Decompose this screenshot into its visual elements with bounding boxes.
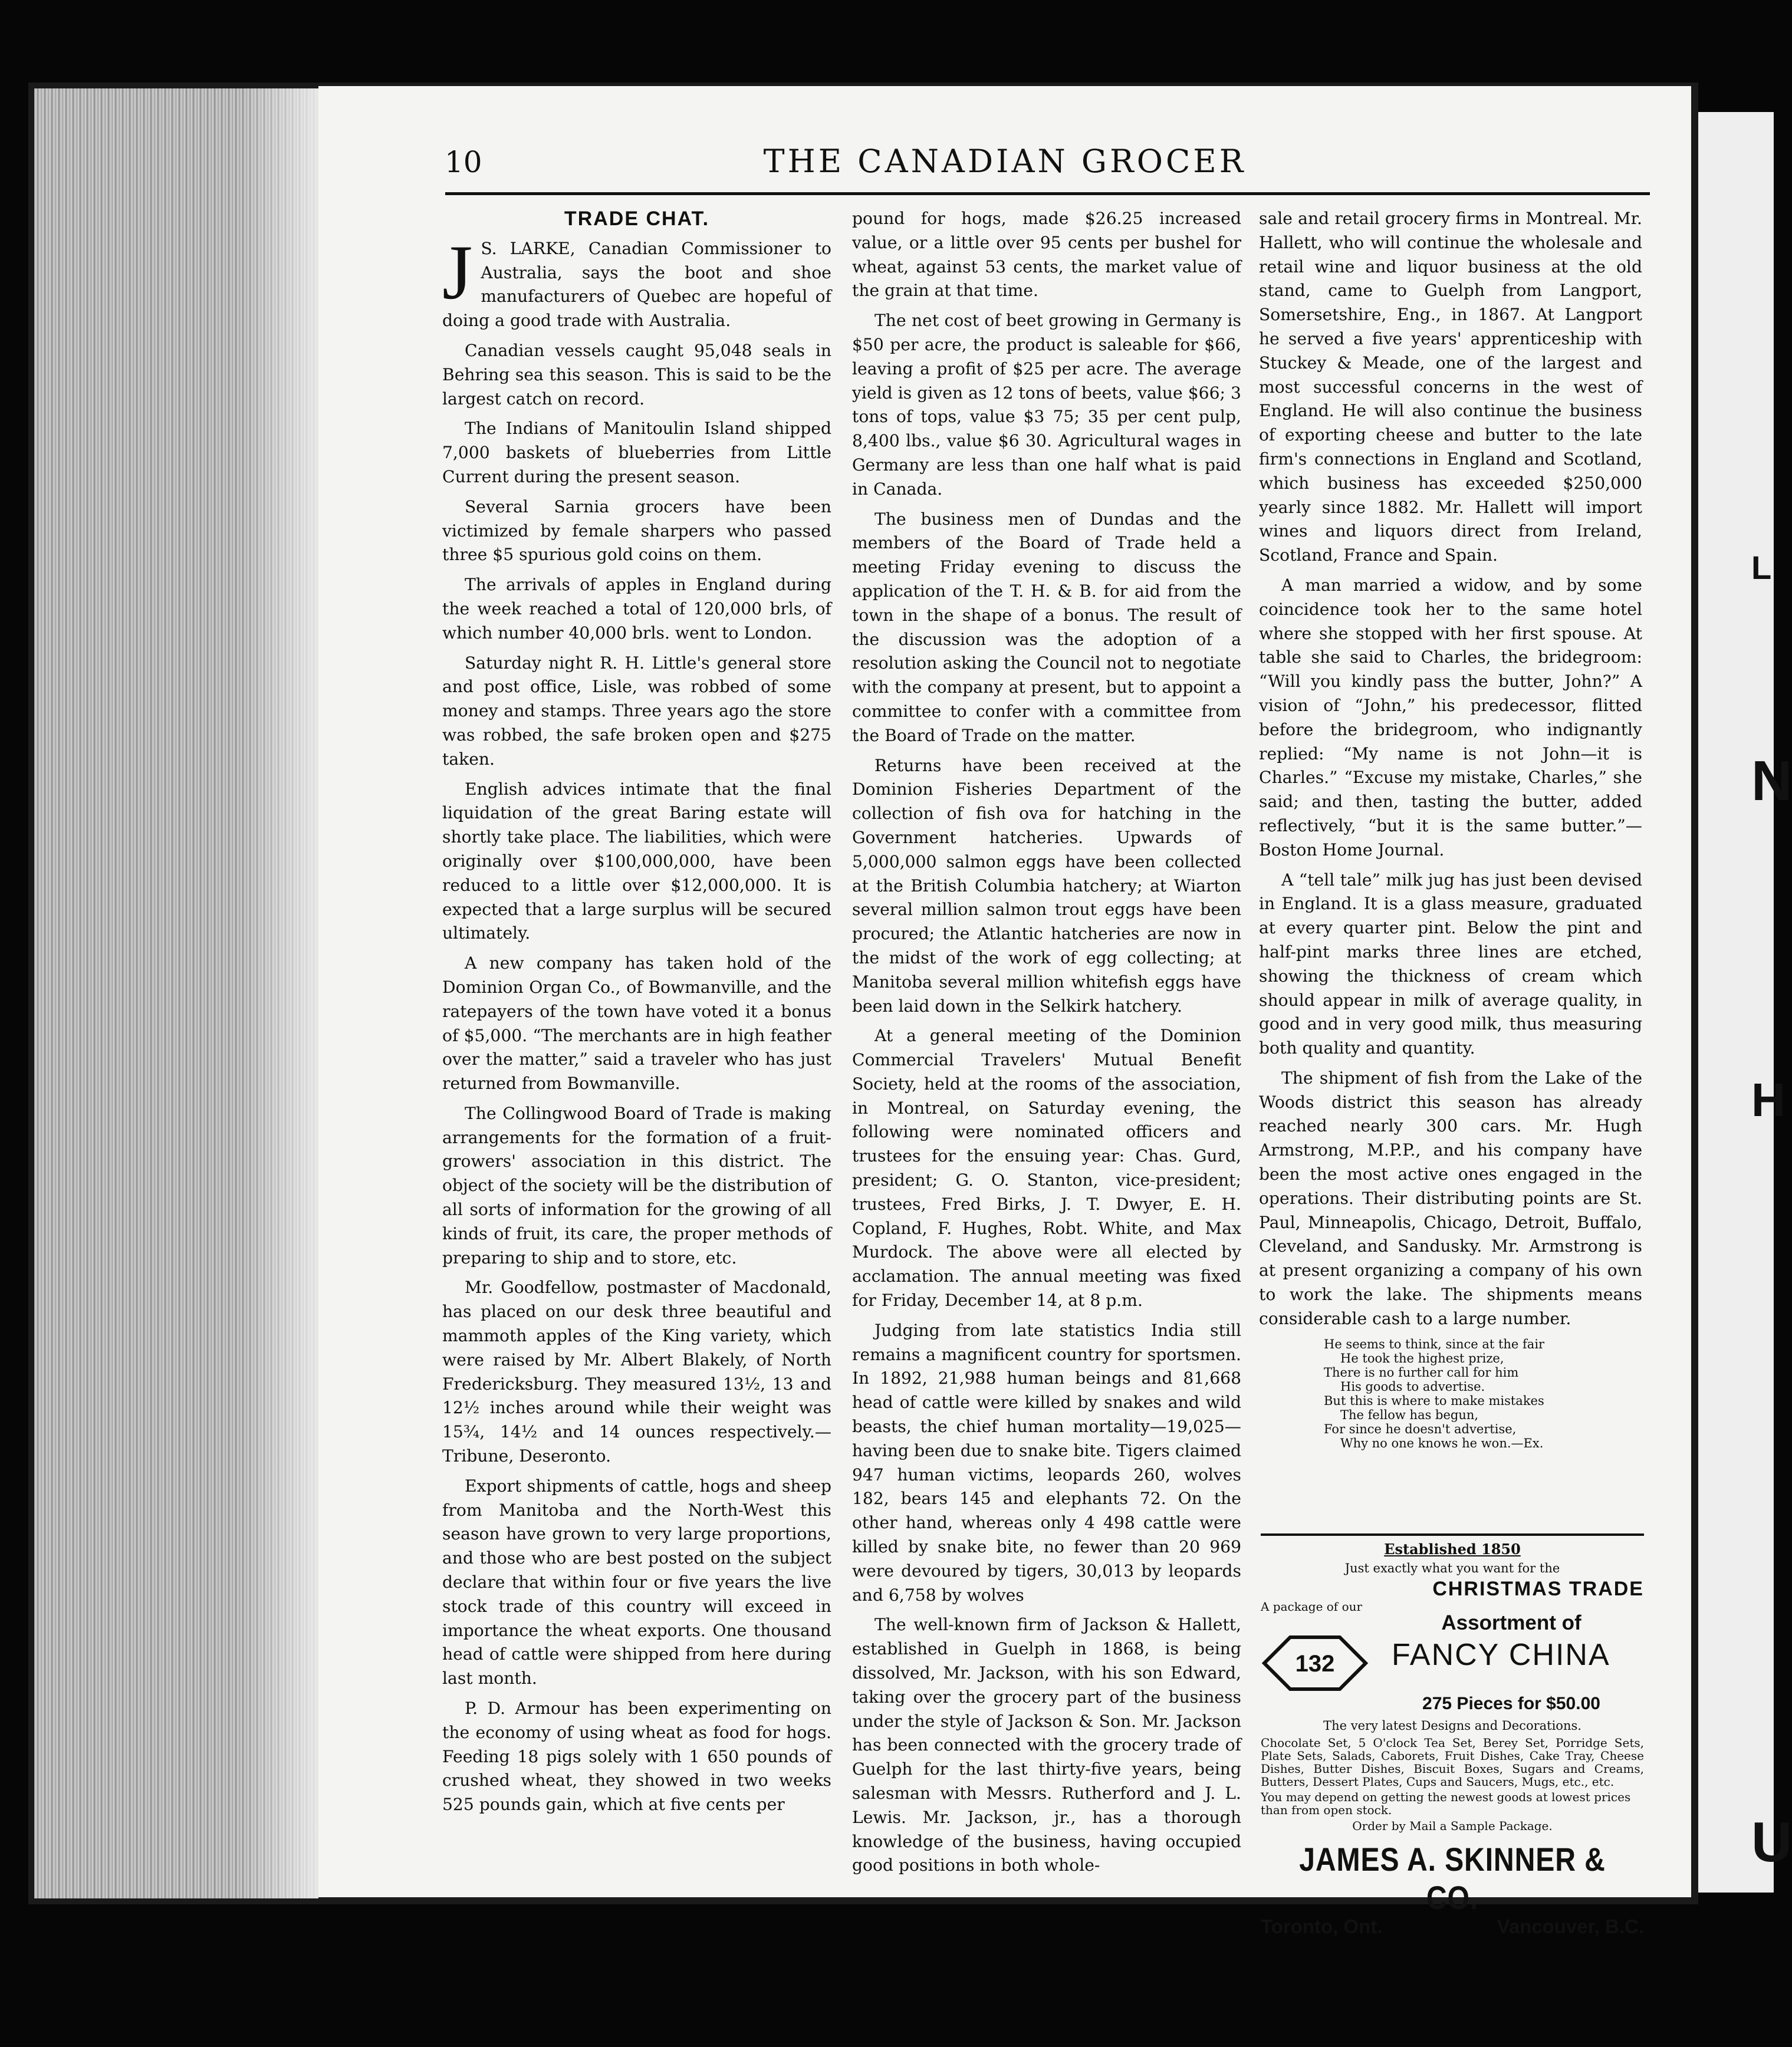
article-paragraph: Saturday night R. H. Little's general store and post office, Lisle, was robbed of some money and stamps. Three years ago the store was robbed, the safe broken open and $275 taken. bbox=[442, 653, 831, 769]
lead-paragraph-text: S. LARKE, Canadian Commissioner to Australia, says the boot and shoe manufacturers of Quebec are hopeful of doing a good trade with Australia. bbox=[442, 238, 831, 331]
article-paragraph: Several Sarnia grocers have been victimized by female sharpers who passed three $5 spurious gold coins on them. bbox=[442, 496, 831, 565]
header-rule bbox=[445, 192, 1650, 195]
article-paragraph: sale and retail grocery firms in Montreal. Mr. Hallett, who will continue the wholesale and retail wine and liquor business at the old stand, came to Guelph from Langport, Somersetshire, Eng., in 1867. At Langport he served a five years' apprenticeship with Stuckey & Meade, one of the largest and most successful concerns in the west of England. He will also continue the business of exporting cheese and butter to the late firm's connections in England and Scotland, which business has exceeded $250,000 yearly since 1882. Mr. Hallett will import wines and liquors direct from Ireland, Scotland, France and Spain. bbox=[1259, 209, 1642, 565]
ad-item-list: Chocolate Set, 5 O'clock Tea Set, Berey Set, Porridge Sets, Plate Sets, Salads, Caborets, Fruit Dishes, Cake Tray, Cheese Dishes, Butter Dishes, Biscuit Boxes, Sugars and Creams, Butters, Dessert Plates, Cups and Saucers, Mugs, etc., etc. bbox=[1261, 1736, 1644, 1789]
article-paragraph: The business men of Dundas and the members of the Board of Trade held a meeting Friday evening to discuss the application of the T. H. & B. for aid from the town in the shape of a bonus. The result of the discussion was the adoption of a resolution asking the Council not to negotiate with the company at present, but to appoint a committee to confer with a committee from the Board of Trade on the matter. bbox=[852, 509, 1241, 745]
article-paragraph: Mr. Goodfellow, postmaster of Macdonald, has placed on our desk three beautiful and mammoth apples of the King variety, which were raised by Mr. Albert Blakely, of North Fredericksburg. They measured 13½, 13 and 12½ inches around while their weight was 15¾, 14½ and 14 ounces respectively.—Tribune, Deseronto. bbox=[442, 1278, 831, 1466]
ad-cities bbox=[1261, 1916, 1644, 1938]
poem-line: The fellow has begun, bbox=[1340, 1407, 1479, 1422]
ad-latest-designs: The very latest Designs and Decorations. bbox=[1323, 1719, 1581, 1733]
newspaper-page bbox=[318, 83, 1698, 1937]
ad-fancy-china: FANCY CHINA bbox=[1392, 1638, 1610, 1672]
article-paragraph: The shipment of fish from the Lake of the Woods district this season has already reached nearly 300 cars. Mr. Hugh Armstrong, M.P.P., and his company have been the most active ones engaged in the operations. Their distributing points are St. Paul, Minneapolis, Chicago, Detroit, Buffalo, Cleveland, and Sandusky. Mr. Armstrong is at present organizing a company of his own to work the lake. The shipments means considerable cash to a large number. bbox=[1259, 1068, 1642, 1328]
page-number: 10 bbox=[445, 145, 482, 179]
advertisement bbox=[1261, 1533, 1644, 1938]
ad-christmas-trade: CHRISTMAS TRADE bbox=[1432, 1578, 1644, 1600]
poem-line: His goods to advertise. bbox=[1340, 1379, 1485, 1394]
ad-price: 275 Pieces for $50.00 bbox=[1422, 1694, 1600, 1713]
ad-city-toronto: Toronto, Ont. bbox=[1261, 1916, 1383, 1937]
badge-number: 132 bbox=[1295, 1651, 1335, 1677]
article-paragraph: Returns have been received at the Dominion Fisheries Department of the collection of fish ova for hatching in the Government hatcheries. Upwards of 5,000,000 salmon eggs have been collected at the British Columbia hatchery; at Wiarton several million salmon trout eggs have been procured; the Atlantic hatcheries are now in the midst of the work of egg collecting; at Manitoba several million whitefish eggs have been laid down in the Selkirk hatchery. bbox=[852, 755, 1241, 1016]
ad-tagline: Just exactly what you want for the bbox=[1344, 1561, 1560, 1575]
ad-firm-name: JAMES A. SKINNER & CO. bbox=[1299, 1841, 1606, 1916]
article-paragraph: Judging from late statistics India still remains a magnificent country for sportsmen. In 1892, 21,988 human beings and 81,668 head of cattle were killed by snakes and wild beasts, the chief human mortality—19,025—having been due to snake bite. Tigers claimed 947 human victims, leopards 260, wolves 182, bears 145 and elephants 72. On the other hand, whereas only 4 498 cattle were killed by snake bite, no fewer than 20 969 were devoured by tigers, 30,013 by leopards and 6,758 by wolves bbox=[852, 1320, 1241, 1605]
poem-line: He took the highest prize, bbox=[1340, 1351, 1504, 1365]
article-paragraph: The arrivals of apples in England during the week reached a total of 120,000 brls, of which number 40,000 brls. went to London. bbox=[442, 575, 831, 643]
column-2 bbox=[852, 207, 1241, 1884]
running-head: THE CANADIAN GROCER bbox=[763, 143, 1247, 180]
ad-city-vancouver: Vancouver, B.C. bbox=[1497, 1916, 1644, 1937]
article-paragraph: A new company has taken hold of the Dominion Organ Co., of Bowmanville, and the ratepayers of the town have voted it a bonus of $5,000. “The merchants are in high feather over the matter,” said a traveler who has just returned from Bowmanville. bbox=[442, 953, 831, 1094]
ad-assortment: Assortment of bbox=[1441, 1611, 1581, 1634]
ad-badge-row bbox=[1261, 1635, 1644, 1694]
ad-package-text: A package of our bbox=[1261, 1600, 1363, 1614]
drop-cap: J bbox=[442, 228, 473, 315]
poem-line: There is no further call for him bbox=[1324, 1365, 1519, 1380]
facing-page-letter: U bbox=[1751, 1811, 1792, 1874]
article-paragraph: The Indians of Manitoulin Island shipped 7,000 baskets of blueberries from Little Current during the present season. bbox=[442, 419, 831, 486]
article-paragraph: The net cost of beet growing in Germany is $50 per acre, the product is saleable for $66, leaving a profit of $25 per acre. The average yield is given as 12 tons of beets, value $66; 3 tons of tops, value $3 75; 35 per cent pulp, 8,400 lbs., value $6 30. Agricultural wages in Germany are less than one half what is paid in Canada. bbox=[852, 311, 1241, 499]
article-paragraph: The Collingwood Board of Trade is making arrangements for the formation of a fruit-growers' association in this district. The object of the society will be the distribution of all sorts of information for the growing of all kinds of fruit, its care, the proper methods of preparing to ship and to store, etc. bbox=[442, 1103, 831, 1268]
article-paragraph: English advices intimate that the final liquidation of the great Baring estate will shortly take place. The liabilities, which were originally over $100,000,000, have been reduced to a little over $12,000,000. It is expected that a large surplus will be secured ultimately. bbox=[442, 779, 831, 943]
section-title: TRADE CHAT. bbox=[564, 208, 710, 230]
ad-established: Established 1850 bbox=[1384, 1541, 1521, 1558]
poem-line: He seems to think, since at the fair bbox=[1324, 1337, 1545, 1351]
article-paragraph: P. D. Armour has been experimenting on the economy of using wheat as food for hogs. Feeding 18 pigs solely with 1 650 pounds of crushed wheat, they showed in two weeks 525 pounds gain, which at five cents per bbox=[442, 1699, 831, 1815]
poem-line: For since he doesn't advertise, bbox=[1324, 1421, 1517, 1436]
lead-paragraph bbox=[442, 228, 831, 333]
article-paragraph: The well-known firm of Jackson & Hallett, established in Guelph in 1868, is being dissolved, Mr. Jackson, with his son Edward, taking over the grocery part of the business under the style of Jackson & Son. Mr. Jackson has been connected with the grocery trade of Guelph for the last thirty-five years, being salesman with Messrs. Rutherford and J. L. Lewis. Mr. Jackson, jr., has a thorough knowledge of the business, having occupied good positions in both whole- bbox=[852, 1615, 1241, 1875]
diamond-badge-icon bbox=[1262, 1635, 1368, 1691]
facing-page-edge bbox=[1698, 112, 1792, 1893]
article-paragraph: pound for hogs, made $26.25 increased value, or a little over 95 cents per bushel for wheat, against 53 cents, the market value of the grain at that time. bbox=[852, 209, 1241, 301]
ad-depend-text: You may depend on getting the newest goods at lowest prices than from open stock. bbox=[1261, 1790, 1631, 1817]
poem-line: But this is where to make mistakes bbox=[1324, 1393, 1544, 1408]
ad-order-text: Order by Mail a Sample Package. bbox=[1352, 1819, 1553, 1833]
article-paragraph: A “tell tale” milk jug has just been devised in England. It is a glass measure, graduated at every quarter pint. Below the pint and half-pint marks three lines are etched, showing the thickness of cream which should appear in milk of average quality, in good and in very good milk, thus measuring both quality and quantity. bbox=[1259, 870, 1642, 1058]
facing-page-letter: H bbox=[1751, 1074, 1786, 1126]
article-paragraph: At a general meeting of the Dominion Commercial Travelers' Mutual Benefit Society, held at the rooms of the association, in Montreal, on Saturday evening, the following were nominated officers and trustees for the ensuing year: Chas. Gurd, president; G. O. Stanton, vice-president; trustees, Fred Birks, J. T. Dwyer, E. H. Copland, F. Hughes, Robt. White, and Max Murdock. The above were all elected by acclamation. The annual meeting was fixed for Friday, December 14, at 8 p.m. bbox=[852, 1026, 1241, 1311]
article-paragraph: Export shipments of cattle, hogs and sheep from Manitoba and the North-West this season have grown to very large proportions, and those who are best posted on the subject declare that within four or five years the live stock trade of this country will exceed in importance the wheat exports. One thousand head of cattle were shipped from here during last month. bbox=[442, 1476, 831, 1689]
column-1 bbox=[442, 207, 831, 1823]
article-paragraph: A man married a widow, and by some coincidence took her to the same hotel where she stopped with her first spouse. At table she said to Charles, the bridegroom: “Will you kindly pass the butter, John?” A vision of “John,” his predecessor, flitted before the bridegroom, who indignantly replied: “My name is not John—it is Charles.” “Excuse my mistake, Charles,” she said; and then, tasting the butter, added reflectively, “but it is the same butter.”—Boston Home Journal. bbox=[1259, 575, 1642, 860]
poem bbox=[1324, 1337, 1642, 1450]
book-page-edges bbox=[28, 83, 323, 1904]
column-3 bbox=[1259, 207, 1642, 1450]
article-paragraph: Canadian vessels caught 95,048 seals in Behring sea this season. This is said to be the largest catch on record. bbox=[442, 340, 831, 409]
facing-page-letter: L bbox=[1751, 549, 1772, 586]
poem-line: Why no one knows he won.—Ex. bbox=[1340, 1436, 1544, 1450]
ad-rule bbox=[1261, 1533, 1644, 1536]
facing-page-letter: N bbox=[1751, 749, 1792, 812]
